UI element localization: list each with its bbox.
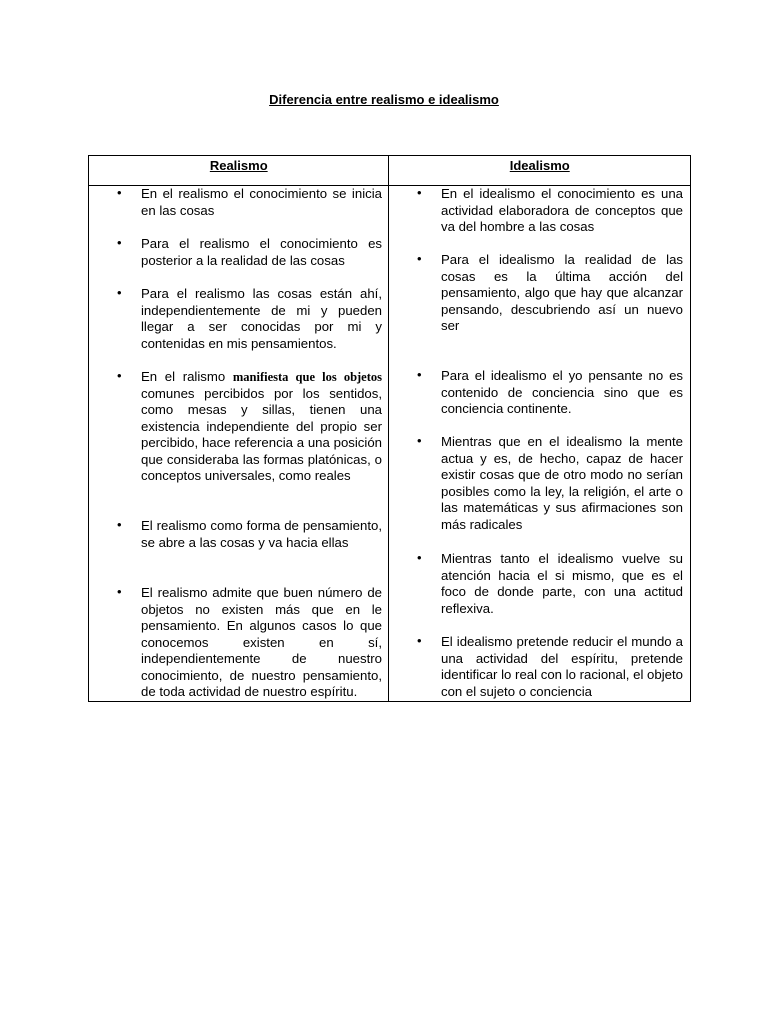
bullet-icon: •: [417, 251, 422, 266]
list-item: [117, 517, 382, 551]
list-item: [417, 550, 683, 617]
list-item: [117, 584, 382, 701]
bullet-icon: •: [417, 367, 422, 382]
item-text: El realismo admite que buen número de objetos no existen más que en le pensamiento. En algunos casos lo que conocemos existen en sí, independientemente de nuestro conocimiento, de nuestro pensamiento, de toda actividad de nuestro espíritu.: [141, 585, 382, 699]
bullet-icon: •: [417, 550, 422, 565]
bullet-icon: •: [417, 433, 422, 448]
bullet-icon: •: [117, 285, 122, 300]
header-idealismo: Idealismo: [389, 156, 691, 186]
bullet-icon: •: [417, 633, 422, 648]
list-item: [117, 235, 382, 269]
list-item: [117, 185, 382, 219]
bullet-icon: •: [417, 185, 422, 200]
item-text-suffix: comunes percibidos por los sentidos, como mesas y sillas, tienen una existencia independiente del propio ser percibido, hace referencia a una posición que consideraba las formas platónicas, o conceptos universales, como reales: [141, 385, 382, 483]
item-text: Para el idealismo la realidad de las cosas es la última acción del pensamiento, algo que hay que alcanzar pensando, descubriendo así un nuevo ser: [441, 252, 683, 333]
bullet-icon: •: [117, 584, 122, 599]
header-realismo: Realismo: [89, 156, 389, 186]
page-title: Diferencia entre realismo e idealismo: [269, 92, 499, 107]
list-item: [417, 367, 683, 418]
list-item: [417, 185, 683, 236]
table-header-row: [89, 156, 691, 186]
bullet-icon: •: [117, 235, 122, 250]
list-item: [417, 251, 683, 335]
list-item: [417, 633, 683, 700]
item-text: El idealismo pretende reducir el mundo a una actividad del espíritu, pretende identificar lo real con lo racional, el objeto con el sujeto o conciencia: [441, 634, 683, 699]
item-text-emphasis: manifiesta que los objetos: [232, 370, 383, 384]
item-text: Mientras que en el idealismo la mente actua y es, de hecho, capaz de hacer existir cosas que de otro modo no serían posibles como la ley, la religión, el arte o las matemáticas y sus afirmaciones son más radicales: [441, 434, 683, 532]
bullet-icon: •: [117, 185, 122, 200]
item-text: Para el realismo las cosas están ahí, independientemente de mi y pueden llegar a ser conocidas por mi y contenidas en mis pensamientos.: [141, 286, 382, 351]
item-text: Mientras tanto el idealismo vuelve su atención hacia el si mismo, que es el foco de donde parte, con una actitud reflexiva.: [441, 551, 683, 616]
list-item: [417, 433, 683, 533]
list-item: [117, 285, 382, 352]
item-text-prefix: En el ralismo: [141, 369, 233, 384]
item-text: Para el realismo el conocimiento es posterior a la realidad de las cosas: [141, 236, 382, 268]
item-text: En el realismo el conocimiento se inicia en las cosas: [141, 186, 382, 218]
item-text: En el idealismo el conocimiento es una actividad elaboradora de conceptos que va del hombre a las cosas: [441, 186, 683, 234]
bullet-icon: •: [117, 368, 122, 383]
bullet-icon: •: [117, 517, 122, 532]
item-text: Para el idealismo el yo pensante no es contenido de conciencia sino que es conciencia continente.: [441, 368, 683, 416]
item-text: El realismo como forma de pensamiento, se abre a las cosas y va hacia ellas: [141, 518, 382, 550]
list-item: [117, 368, 383, 485]
